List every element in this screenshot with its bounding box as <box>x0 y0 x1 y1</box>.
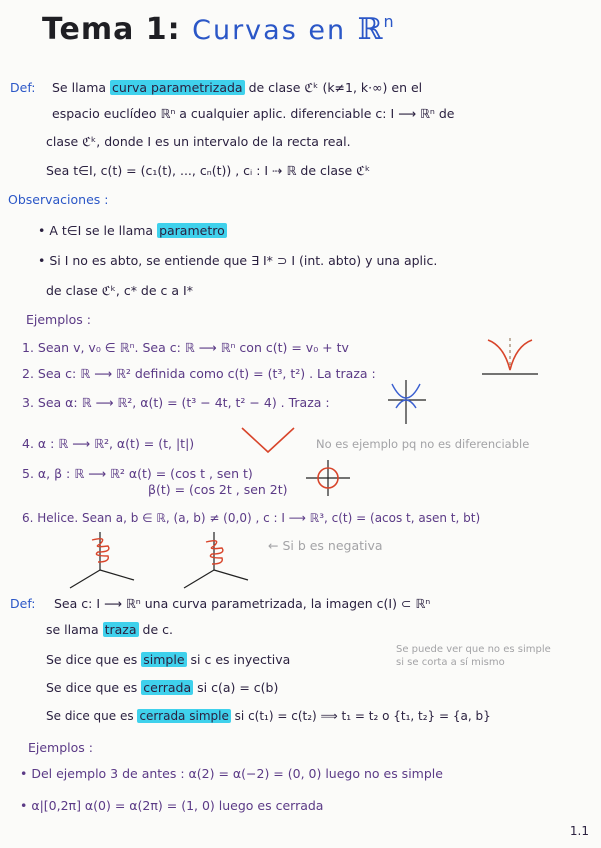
def2-l5a: Se dice que es <box>46 709 134 723</box>
example-4-note: No es ejemplo pq no es diferenciable <box>316 437 530 451</box>
sketch-helix-1 <box>64 530 136 592</box>
obs-bullet1 <box>38 223 227 239</box>
def2-line5 <box>46 708 491 724</box>
obs-b1a: • A t∈I se le llama <box>38 223 154 238</box>
def2-l4b: si c(a) = c(b) <box>197 680 279 695</box>
title-tema: Tema 1: <box>42 12 181 47</box>
sketch-circle <box>302 458 354 498</box>
def1-label: Def: <box>10 80 36 95</box>
def2-l2a: se llama <box>46 622 99 637</box>
def1-l1b: de clase ℭᵏ (k≠1, k·∞) en el <box>248 80 423 95</box>
sketch-helix-2 <box>178 530 250 592</box>
def1-line1 <box>52 80 422 96</box>
obs-highlight: parametro <box>159 223 225 238</box>
example-6: 6. Helice. Sean a, b ∈ ℝ, (a, b) ≠ (0,0) , c : I ⟶ ℝ³, c(t) = (acos t, asen t, bt) <box>22 511 481 525</box>
def2-note-2: si se corta a sí mismo <box>396 657 505 668</box>
def1-l1a: Se llama <box>52 80 107 95</box>
sketch-cusp <box>480 336 540 384</box>
def2-note-1: Se puede ver que no es simple <box>396 644 551 655</box>
def2-line1: Sea c: I ⟶ ℝⁿ una curva parametrizada, la imagen c(I) ⊂ ℝⁿ <box>54 596 431 611</box>
example-5b: β(t) = (cos 2t , sen 2t) <box>148 482 288 497</box>
def2-traza-highlight: traza <box>104 622 137 637</box>
example-b1: • Del ejemplo 3 de antes : α(2) = α(−2) = (0, 0) luego no es simple <box>20 766 443 781</box>
example-6-note: ← Si b es negativa <box>268 538 383 553</box>
title-curvas: Curvas en <box>192 15 347 46</box>
sketch-abs <box>238 424 298 458</box>
def2-label: Def: <box>10 596 36 611</box>
def1-line2: espacio euclídeo ℝⁿ a cualquier aplic. diferenciable c: I ⟶ ℝⁿ de <box>52 106 455 121</box>
def1-highlight: curva parametrizada <box>112 80 243 95</box>
example-1: 1. Sean v, v₀ ∈ ℝⁿ. Sea c: ℝ ⟶ ℝⁿ con c(t) = v₀ + tv <box>22 340 349 355</box>
ejemplos1-heading: Ejemplos : <box>26 312 91 327</box>
example-3: 3. Sea α: ℝ ⟶ ℝ², α(t) = (t³ − 4t, t² − 4) . Traza : <box>22 395 330 410</box>
def2-line3 <box>46 652 290 668</box>
title-space: ℝ <box>357 12 384 47</box>
example-2: 2. Sea c: ℝ ⟶ ℝ² definida como c(t) = (t³, t²) . La traza : <box>22 366 376 381</box>
title-exp: n <box>383 12 395 31</box>
ejemplos2-heading: Ejemplos : <box>28 740 93 755</box>
def2-cerrada-highlight: cerrada <box>143 680 192 695</box>
def2-line2 <box>46 622 173 638</box>
example-b2: • α|[0,2π] α(0) = α(2π) = (1, 0) luego es cerrada <box>20 798 324 813</box>
def2-l5b: si c(t₁) = c(t₂) ⟹ t₁ = t₂ o {t₁, t₂} = {a, b} <box>234 709 491 723</box>
def1-line3: clase ℭᵏ, donde I es un intervalo de la recta real. <box>46 134 351 149</box>
obs-bullet3: de clase ℭᵏ, c* de c a I* <box>46 283 193 298</box>
sketch-loop <box>384 378 430 426</box>
obs-bullet2: • Si I no es abto, se entiende que ∃ I* ⊃ I (int. abto) y una aplic. <box>38 253 438 268</box>
def2-l3b: si c es inyectiva <box>190 652 291 667</box>
def1-line4: Sea t∈I, c(t) = (c₁(t), ..., cₙ(t)) , cᵢ : I ⇢ ℝ de clase ℭᵏ <box>46 163 371 178</box>
page-title <box>42 12 395 47</box>
def2-l2b: de c. <box>142 622 173 637</box>
def2-simple-highlight: simple <box>143 652 185 667</box>
example-5a: 5. α, β : ℝ ⟶ ℝ² α(t) = (cos t , sen t) <box>22 466 253 481</box>
def2-cerrada-simple-highlight: cerrada simple <box>139 709 229 723</box>
def2-l4a: Se dice que es <box>46 680 138 695</box>
example-4: 4. α : ℝ ⟶ ℝ², α(t) = (t, |t|) <box>22 436 195 451</box>
def2-l3a: Se dice que es <box>46 652 138 667</box>
obs-heading: Observaciones : <box>8 192 109 207</box>
page-number: 1.1 <box>569 824 589 838</box>
def2-line4 <box>46 680 278 696</box>
